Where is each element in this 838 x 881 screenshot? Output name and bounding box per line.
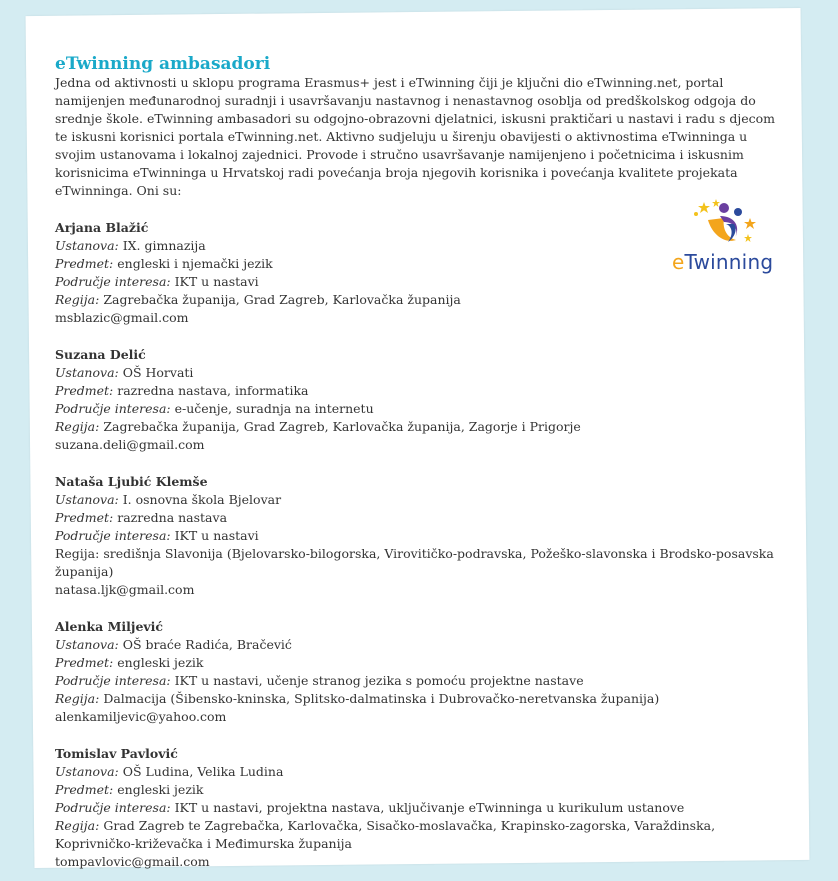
institution-line: Ustanova: IX. gimnazija <box>55 238 206 253</box>
subject-value: razredna nastava, informatika <box>113 383 309 398</box>
institution-line: Ustanova: OŠ Ludina, Velika Ludina <box>55 764 284 779</box>
ambassador-name: Nataša Ljubić Klemše <box>55 474 208 489</box>
star-icon <box>698 202 710 213</box>
interest-value: e-učenje, suradnja na internetu <box>170 401 374 416</box>
region-line: Regija: Grad Zagreb te Zagrebačka, Karlovačka, Sisačko-moslavačka, Krapinsko-zagorska, Varaždinska, Koprivničko-križevačka i Međimurska županija <box>55 818 716 851</box>
interest-line: Područje interesa: IKT u nastavi, projektna nastava, uključivanje eTwinninga u kurikulum ustanove <box>55 800 685 815</box>
email-line: alenkamiljevic@yahoo.com <box>55 709 227 724</box>
subject-value: razredna nastava <box>113 510 228 525</box>
email-line: suzana.deli@gmail.com <box>55 437 205 452</box>
region-value: Grad Zagreb te Zagrebačka, Karlovačka, Sisačko-moslavačka, Krapinsko-zagorska, Varaždinska, Koprivničko-križevačka i Međimurska županija <box>55 818 716 851</box>
institution-value: OŠ Horvati <box>118 365 194 380</box>
email-line: tompavlovic@gmail.com <box>55 854 210 869</box>
interest-value: IKT u nastavi, učenje stranog jezika s pomoću projektne nastave <box>170 673 584 688</box>
etwinning-logo <box>668 198 786 280</box>
ambassador-entry <box>55 473 795 599</box>
institution-line: Ustanova: OŠ Horvati <box>55 365 194 380</box>
ambassador-entry <box>55 745 795 871</box>
ambassador-name: Tomislav Pavlović <box>55 746 178 761</box>
institution-value: OŠ Ludina, Velika Ludina <box>118 764 284 779</box>
interest-value: IKT u nastavi, projektna nastava, uključivanje eTwinninga u kurikulum ustanove <box>170 800 685 815</box>
interest-line: Područje interesa: IKT u nastavi <box>55 274 259 289</box>
institution-line: Ustanova: OŠ braće Radića, Bračević <box>55 637 292 652</box>
page-title: eTwinning ambasadori <box>55 54 271 74</box>
ambassador-name: Arjana Blažić <box>55 220 149 235</box>
region-value: Zagrebačka županija, Grad Zagreb, Karlovačka županija, Zagorje i Prigorje <box>99 419 581 434</box>
document-body <box>55 54 795 871</box>
star-icon <box>744 234 752 242</box>
subject-line: Predmet: engleski jezik <box>55 655 204 670</box>
etwinning-logo-text: eTwinning <box>672 250 774 274</box>
interest-line: Područje interesa: IKT u nastavi, učenje stranog jezika s pomoću projektne nastave <box>55 673 584 688</box>
interest-line: Područje interesa: e-učenje, suradnja na internetu <box>55 401 374 416</box>
subject-value: engleski jezik <box>113 782 204 797</box>
subject-line: Predmet: razredna nastava, informatika <box>55 383 309 398</box>
subject-line: Predmet: razredna nastava <box>55 510 228 525</box>
email-line: msblazic@gmail.com <box>55 310 189 325</box>
region-line: Regija: Zagrebačka županija, Grad Zagreb, Karlovačka županija <box>55 292 461 307</box>
region-value: središnja Slavonija (Bjelovarsko-bilogorska, Virovitičko-podravska, Požeško-slavonska i Brodsko-posavska županija) <box>55 546 774 579</box>
email-line: natasa.ljk@gmail.com <box>55 582 195 597</box>
subject-line: Predmet: engleski i njemački jezik <box>55 256 273 271</box>
region-value: Zagrebačka županija, Grad Zagreb, Karlovačka županija <box>99 292 461 307</box>
subject-line: Predmet: engleski jezik <box>55 782 204 797</box>
institution-line: Ustanova: I. osnovna škola Bjelovar <box>55 492 282 507</box>
star-icon <box>712 199 720 207</box>
star-icon <box>744 218 756 229</box>
subject-value: engleski jezik <box>113 655 204 670</box>
region-value: Dalmacija (Šibensko-kninska, Splitsko-dalmatinska i Dubrovačko-neretvanska županija) <box>99 691 660 706</box>
region-line: Regija: središnja Slavonija (Bjelovarsko-bilogorska, Virovitičko-podravska, Požeško-slavonska i Brodsko-posavska županija) <box>55 546 774 579</box>
ambassador-name: Alenka Miljević <box>55 619 164 634</box>
ambassador-name: Suzana Delić <box>55 347 146 362</box>
ambassador-entry <box>55 618 795 726</box>
interest-value: IKT u nastavi <box>170 528 259 543</box>
institution-value: OŠ braće Radića, Bračević <box>118 637 292 652</box>
institution-value: I. osnovna škola Bjelovar <box>118 492 282 507</box>
region-line: Regija: Zagrebačka županija, Grad Zagreb, Karlovačka županija, Zagorje i Prigorje <box>55 419 581 434</box>
ambassador-entry <box>55 346 795 454</box>
etwinning-logo-graphic <box>668 198 786 254</box>
intro-paragraph: Jedna od aktivnosti u sklopu programa Erasmus+ jest i eTwinning čiji je ključni dio eTwinning.net, portal namijenjen međunarodnoj suradnji i usavršavanju nastavnog i nenastavnog osoblja od predškolskog odgoja do srednje škole. eTwinning ambasadori su odgojno-obrazovni djelatnici, iskusni praktičari u nastavi i radu s djecom te iskusni korisnici portala eTwinning.net. Aktivno sudjeluju u širenju obavijesti o aktivnostima eTwinninga u svojim ustanovama i lokalnoj zajednici. Provode i stručno usavršavanje namijenjeno i početnicima i iskusnim korisnicima eTwinninga u Hrvatskoj radi povećanja broja njegovih korisnika i povećanja kvalitete projekata eTwinninga. Oni su: <box>55 75 776 198</box>
interest-line: Područje interesa: IKT u nastavi <box>55 528 259 543</box>
institution-value: IX. gimnazija <box>118 238 206 253</box>
subject-value: engleski i njemački jezik <box>113 256 273 271</box>
region-line: Regija: Dalmacija (Šibensko-kninska, Splitsko-dalmatinska i Dubrovačko-neretvanska županija) <box>55 691 660 706</box>
interest-value: IKT u nastavi <box>170 274 259 289</box>
